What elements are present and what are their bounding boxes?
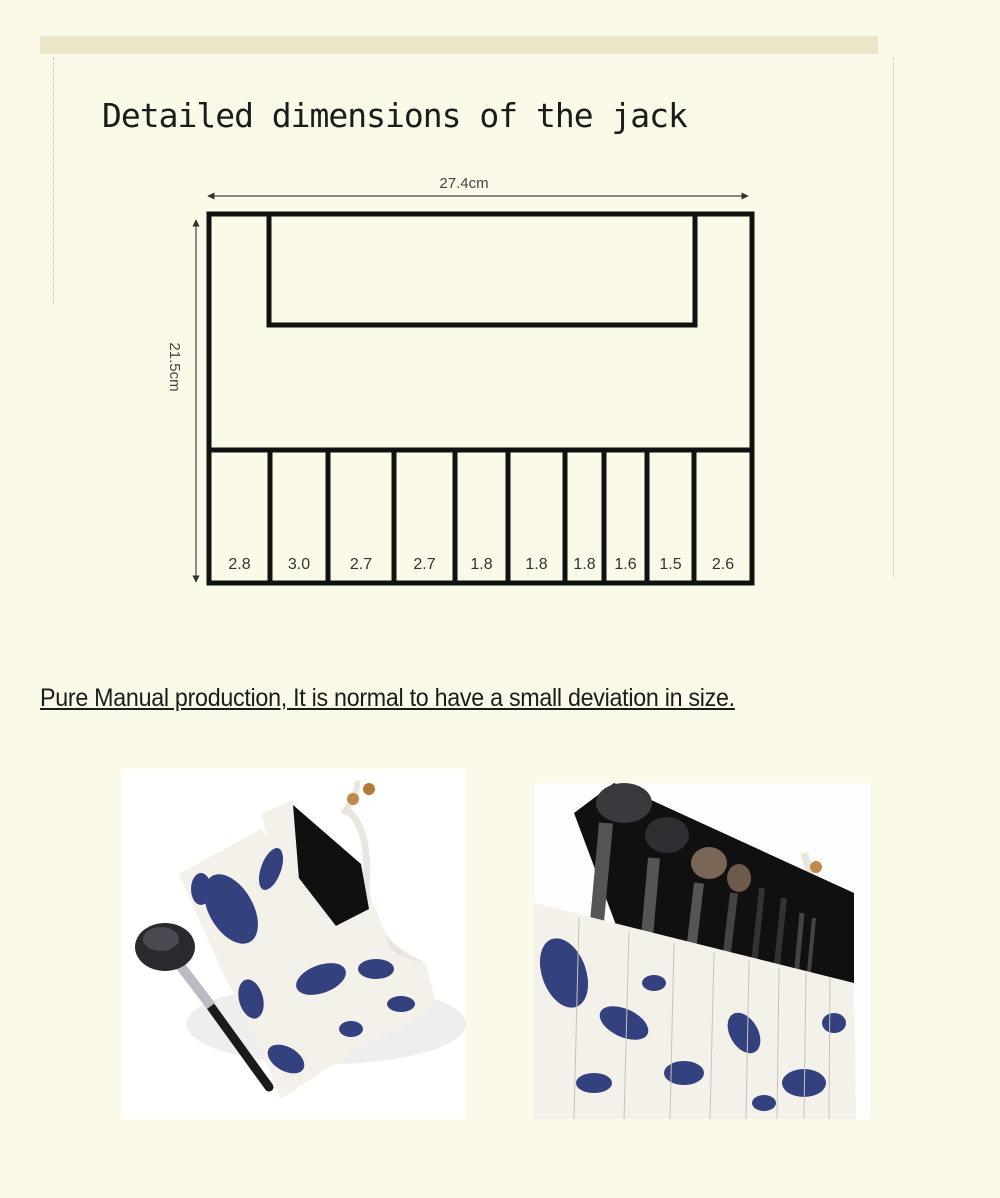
width-label: 27.4cm bbox=[439, 175, 489, 192]
pocket-width-label: 2.8 bbox=[228, 556, 251, 573]
pocket-width-label: 2.7 bbox=[413, 556, 436, 573]
pocket-width-label: 1.8 bbox=[525, 556, 548, 573]
pocket-labels bbox=[228, 556, 734, 573]
brush-roll-open-with-brushes-photo bbox=[534, 783, 870, 1119]
size-deviation-note: Pure Manual production, It is normal to have a small deviation in size. bbox=[40, 684, 735, 712]
height-label: 21.5cm bbox=[166, 342, 183, 392]
pocket-width-label: 1.8 bbox=[470, 556, 493, 573]
pocket-width-label: 1.8 bbox=[573, 556, 596, 573]
pocket-width-label: 1.5 bbox=[659, 556, 682, 573]
pocket-width-label: 3.0 bbox=[287, 556, 311, 573]
pocket-width-label: 2.7 bbox=[349, 556, 373, 573]
roll-outline bbox=[209, 214, 752, 583]
pocket-width-label: 1.6 bbox=[614, 556, 637, 573]
brush-roll-folded-with-brush-photo bbox=[121, 769, 466, 1119]
pocket-width-label: 2.6 bbox=[711, 556, 735, 573]
top-flap bbox=[269, 214, 695, 325]
page-title: Detailed dimensions of the jack bbox=[102, 96, 687, 135]
